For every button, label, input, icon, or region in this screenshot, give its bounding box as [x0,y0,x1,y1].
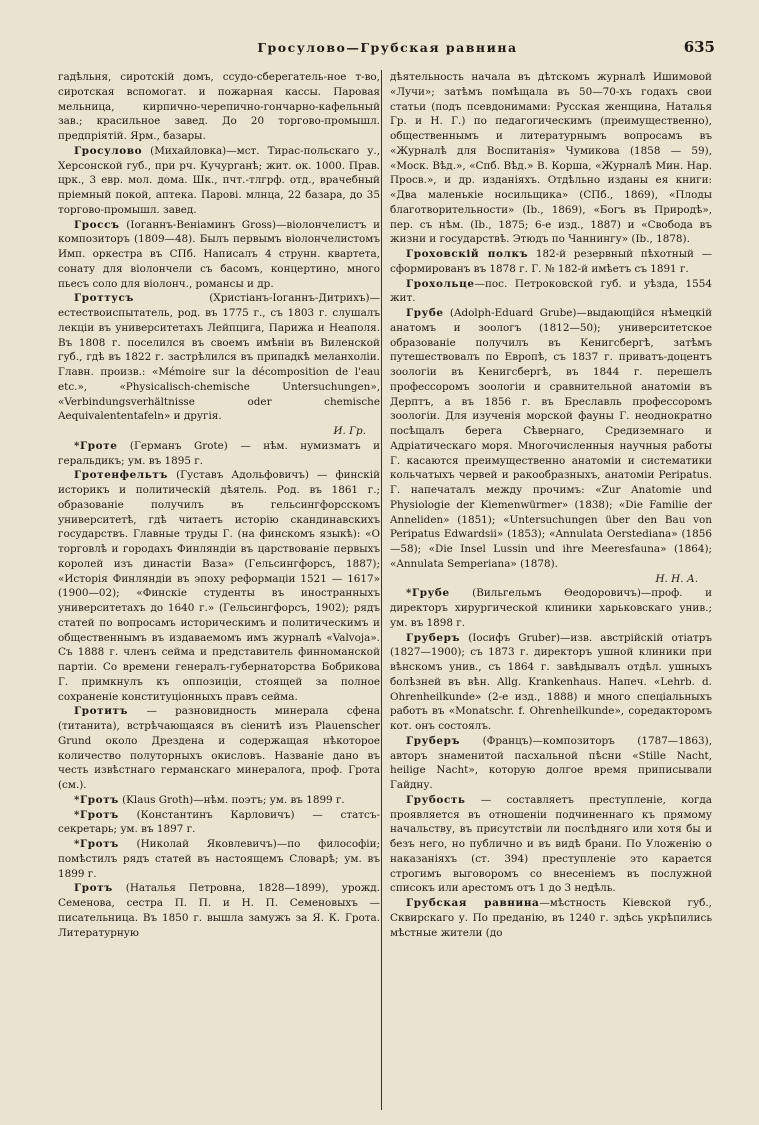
dictionary-entry [58,704,380,793]
author-signature: И. Гр. [333,425,366,437]
dictionary-entry [58,881,380,940]
page-header [60,40,715,64]
entry-text: 182-й резервный пѣхотный —сформированъ въ 1878 г. Г. № 182-й имѣетъ съ 1891 г. [390,248,712,275]
entry-headword: *Гроте [74,439,118,452]
entry-text: гадѣльня, сиротскій домъ, ссудо-сберегатель-ное т-во, сиротская вспомогат. и пожарная кассы. Паровая мельница, кирпично-черепично-гончарно-кафельный зав.; красильное завед. До 20 торгово-промышл. предпріятій. Ярм., базары. [58,71,380,142]
dictionary-entry [390,631,712,734]
right-column [390,70,712,1115]
entry-text: дѣятельность начала въ дѣтскомъ журналѣ Ишимовой «Лучи»; затѣмъ помѣщала въ 50—70-хъ годахъ свои статьи (подъ псевдонимами: Русская женщина, Наталья Гр. и Н. Г.) по педагогическимъ (преимущественно), общественнымъ и литературнымъ вопросамъ въ «Журналѣ для Воспитанія» Чумикова (1858 — 59), «Моск. Вѣд.», «Спб. Вѣд.» В. Корша, «Журналѣ Мин. Нар. Просв.», и др. изданіяхъ. Отдѣльно изданы ея книги: «Два маленькіе носильщика» (СПб., 1869), «Плоды благотворительности» (Ib., 1869), «Богъ въ Природѣ», пер. съ нѣм. (Ib., 1875; 6-е изд., 1887) и «Свобода въ жизни и государствѣ. Этюдъ по Чаннингу» (Ib., 1878). [390,71,712,246]
entry-headword: Гротитъ [74,705,129,718]
dictionary-entry [58,70,380,144]
entry-headword: Грубская равнина [406,897,540,909]
entry-text: (Константинъ Карловичъ) — статсъ-секретарь; ум. въ 1897 г. [58,808,380,836]
entry-headword: Грубе [406,307,444,319]
entry-text: (Наталья Петровна, 1828—1899), урожд. Семенова, сестра П. П. и Н. П. Семеновыхъ — писательница. Въ 1850 г. вышла замужъ за Я. К. Грота. Литературную [58,882,380,939]
page-number: 635 [683,38,715,56]
entry-headword: Груберъ [406,734,461,747]
entry-text: (Вильгельмъ Ѳеодоровичъ)—проф. и директоръ хирургической клиники харьковскаго унив.; ум. въ 1898 г. [390,587,712,629]
column-divider [381,70,382,1110]
entry-headword: Груберъ [406,631,461,644]
entry-headword: Грохольце [406,277,475,290]
dictionary-entry [58,808,380,838]
dictionary-entry [390,793,712,896]
entry-text: — составляетъ преступленіе, когда проявляется въ отношеніи подчиненнаго къ прямому начальству, въ присутствіи ли послѣдняго или хотя бы и безъ него, но публично и въ видѣ брани. По Уложенію о наказаніяхъ (ст. 394) преступленіе это карается строгимъ выговоромъ со внесеніемъ въ послужной списокъ или арестомъ отъ 1 до 3 недѣль. [390,793,712,895]
dictionary-entry [390,306,712,586]
running-head: Гросулово—Грубская равнина [257,40,518,55]
entry-headword: Гротъ [74,882,113,895]
entry-text: — разновидность минерала сфена (титанита), встрѣчающаяся въ сіенитѣ изъ Plauenscher Grund около Дрездена и содержащая нѣкоторое количество полуторныхъ окисловъ. Названіе дано въ честь извѣстнаго германскаго минералога, проф. Грота (см.). [58,705,380,791]
dictionary-entry [390,586,712,630]
entry-text: (Іоганнъ-Веніаминъ Gross)—віолончелистъ и композиторъ (1809—48). Былъ первымъ віолончелистомъ Имп. оркестра въ СПб. Написалъ 4 струнн. квартета, сонату для віолончели съ басомъ, концертино, много пьесъ соло для віолонч., романсы и др. [58,218,380,290]
entry-text: —мѣстность Кіевской губ., Сквирскаго у. По преданію, въ 1240 г. здѣсь укрѣпились мѣстные жители (до [390,897,712,939]
dictionary-entry [58,837,380,881]
entry-headword: *Гротъ [74,793,119,806]
dictionary-entry [390,896,712,940]
entry-text: (Adolph-Eduard Grube)—выдающійся нѣмецкій анатомъ и зоологъ (1812—50); университетское образованіе получилъ въ Кенигсбергѣ, затѣмъ путешествовалъ по Европѣ, съ 1837 г. приватъ-доцентъ зоологіи въ Кенигсбергѣ, въ 1844 г. перешелъ профессоромъ зоологіи и сравнительной анатоміи въ Дерптъ, а въ 1856 г. въ Бреславль профессоромъ зоологіи. Для изученія морской фауны Г. неоднократно посѣщалъ берега Сѣвернаго, Средиземнаго и Адріатическаго моря. Многочисленныя научныя работы Г. касаются преимущественно анатоміи и систематики кольчатыхъ червей и ракообразныхъ, анатоміи Peripatus. Г. напечаталъ между прочимъ: «Zur Anatomie und Physiologie der Kiemenwürmer» (1838); «Die Familie der Anneliden» (1851); «Untersuchungen über den Bau von Peripatus Edwardsii» (1853); «Annulata Oerstediana» (1856—58); «Die Insel Lussin und ihre Meeresfauna» (1864); «Annulata Semperiana» (1878). [390,307,712,570]
dictionary-entry [58,144,380,218]
entry-headword: *Гротъ [74,808,119,821]
entry-headword: Гроховскій полкъ [406,248,529,260]
dictionary-entry [390,277,712,307]
entry-text: (Францъ)—композиторъ (1787—1863), авторъ знаменитой пасхальной пѣсни «Stille Nacht, heilige Nacht», которую долгое время приписывали Гайдну. [390,734,712,791]
dictionary-entry [58,793,380,808]
entry-text: (Klaus Groth)—нѣм. поэтъ; ум. въ 1899 г. [118,793,345,806]
dictionary-entry [58,218,380,292]
author-signature: Н. Н. А. [655,572,698,585]
entry-text: (Христіанъ-Іоганнъ-Дитрихъ)—естествоиспытатель, род. въ 1775 г., съ 1803 г. слушалъ лекціи въ университетахъ Лейпцига, Парижа и Неаполя. Въ 1808 г. поселился въ своемъ имѣніи въ Виленской губ., гдѣ въ 1822 г. застрѣлился въ припадкѣ меланхоліи. Главн. произв.: «Mémoire sur la décomposition de l'eau etc.», «Physicalisch-chemische Untersuchungen», «Verbindungsverhältnisse oder chemische Aequivalententafeln» и другія. [58,292,380,423]
dictionary-entry [390,734,712,793]
entry-headword: Грубость [406,793,466,806]
left-column [58,70,380,1115]
dictionary-entry [390,70,712,247]
dictionary-entry [390,247,712,277]
entry-text: (Густавъ Адольфовичъ) — финскій историкъ и политическій дѣятель. Род. въ 1861 г.; образованіе получилъ въ гельсингфорсскомъ университетѣ, гдѣ читаетъ исторію скандинавскихъ государствъ. Главные труды Г. (на финскомъ языкѣ): «О торговлѣ и городахъ Финляндіи въ царствованіе первыхъ королей изъ династіи Ваза» (Гельсингфорсъ, 1887); «Исторія Финляндіи въ эпоху реформаціи 1521 — 1617» (1900—02); «Финскіе студенты въ иностранныхъ университетахъ до 1640 г.» (Гельсингфорсъ, 1902); рядъ статей по вопросамъ историческимъ и политическимъ и общественнымъ въ издаваемомъ имъ журналѣ «Valvoja». Съ 1888 г. членъ сейма и представитель финноманской партіи. Со времени генералъ-губернаторства Бобрикова Г. примкнулъ къ оппозиціи, стоящей за полное сохраненіе конституціонныхъ правъ сейма. [58,469,380,703]
entry-headword: Гроссъ [74,218,120,231]
entry-text: (Іосифъ Gruber)—изв. австрійскій отіатръ (1827—1900); съ 1873 г. директоръ ушной клиники при вѣнскомъ унив., съ 1864 г. завѣдывалъ отдѣл. ушныхъ болѣзней въ вѣн. Allg. Krankenhaus. Напеч. «Lehrb. d. Ohrenheilkunde» (2-е изд., 1888) и много спеціальныхъ работъ въ «Monatschr. f. Ohrenheilkunde», соредакторомъ кот. онъ состоялъ. [390,631,712,732]
entry-headword: Гротенфельтъ [74,469,168,482]
entry-headword: *Грубе [406,587,450,600]
entry-headword: Гроттусъ [74,292,134,305]
dictionary-entry [58,291,380,439]
entry-headword: *Гротъ [74,838,119,850]
entry-text: —пос. Петроковской губ. и уѣзда, 1554 жит. [390,277,712,305]
dictionary-entry [58,439,380,469]
entry-text: (Германъ Grote) — нѣм. нумизматъ и геральдикъ; ум. въ 1895 г. [58,439,380,467]
entry-text: (Николай Яковлевичъ)—по философіи; помѣстилъ рядъ статей въ настоящемъ Словарѣ; ум. въ 1899 г. [58,838,380,880]
dictionary-entry [58,468,380,704]
entry-text: (Михайловка)—мст. Тирас-польскаго у., Херсонской губ., при рч. Кучурганѣ; жит. ок. 1000. Прав. црк., 3 евр. мол. дома. Шк., пчт.-тлгрф. отд., врачебный пріемный покой, аптека. Парові. млнца, 22 базара, до 35 торгово-промышл. завед. [58,144,380,216]
entry-headword: Гросулово [74,144,143,157]
